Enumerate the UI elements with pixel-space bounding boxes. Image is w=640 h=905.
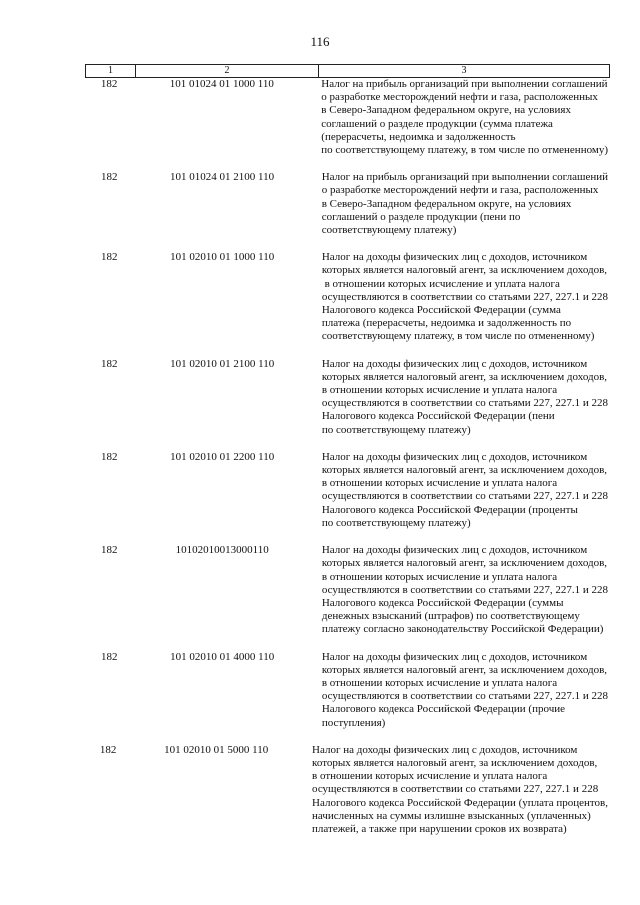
description-line: Налог на доходы физических лиц с доходов, источником [321, 450, 588, 463]
description-line: платежу согласно законодательству Российской Федерации) [321, 623, 604, 636]
description-line: Налогового кодекса Российской Федерации (сумма [321, 304, 561, 317]
description-cell [311, 251, 608, 343]
table-header [85, 64, 610, 78]
admin-code-cell: 182 [100, 171, 118, 184]
description-line: которых является налоговый агент, за исключением доходов, [321, 464, 608, 477]
description-line: Налогового кодекса Российской Федерации (пени [321, 410, 555, 423]
description-line: в Северо-Западном федеральном округе, на условиях [321, 197, 572, 210]
table-row [85, 358, 608, 437]
admin-code-cell: 182 [100, 78, 118, 90]
description-cell [311, 171, 608, 237]
table-row [85, 171, 608, 237]
description-line: Налог на доходы физических лиц с доходов, источником [312, 743, 578, 756]
budget-code-cell: 10102010013000110 [175, 544, 269, 557]
table-body [85, 78, 608, 850]
description-cell [311, 358, 608, 437]
description-line: по соответствующему платежу) [321, 423, 471, 436]
page-number: 116 [310, 34, 330, 49]
description-line: которых является налоговый агент, за исключением доходов, [321, 370, 608, 383]
description-line: которых является налоговый агент, за исключением доходов, [321, 264, 608, 277]
description-line: о разработке месторождений нефти и газа, расположенных [321, 91, 598, 104]
description-line: Налог на доходы физических лиц с доходов, источником [321, 251, 588, 264]
description-line: которых является налоговый агент, за исключением доходов, [321, 557, 608, 570]
description-line: в отношении которых исчисление и уплата налога [321, 676, 558, 689]
description-cell [311, 651, 608, 730]
description-line: Налогового кодекса Российской Федерации (прочие [321, 703, 565, 716]
description-line: осуществляются в соответствии со статьями 227, 227.1 и 228 [321, 397, 608, 410]
budget-code-cell: 101 01024 01 2100 110 [170, 171, 275, 184]
description-cell [310, 78, 608, 157]
description-line: о разработке месторождений нефти и газа, расположенных [321, 184, 599, 197]
budget-code-cell: 101 02010 01 5000 110 [164, 743, 269, 756]
description-line: денежных взысканий (штрафов) по соответствующему [321, 610, 580, 623]
description-line: осуществляются в соответствии со статьями 227, 227.1 и 228 [321, 490, 608, 503]
table-row [85, 78, 608, 157]
description-line: осуществляются в соответствии со статьями 227, 227.1 и 228 [321, 690, 608, 703]
description-line: в отношении которых исчисление и уплата налога [321, 277, 560, 290]
description-line: в отношении которых исчисление и уплата налога [321, 570, 558, 583]
description-line: соглашений о разделе продукции (сумма платежа [321, 117, 553, 130]
description-line: Налог на прибыль организаций при выполнении соглашений [321, 78, 608, 90]
table-row [85, 744, 608, 836]
description-line: осуществляются в соответствии со статьями 227, 227.1 и 228 [321, 583, 608, 596]
column-header-3: 3 [461, 65, 467, 76]
budget-code-cell: 101 02010 01 2200 110 [170, 450, 275, 463]
column-header-2: 2 [136, 65, 319, 77]
description-line: поступления) [321, 716, 386, 729]
description-line: соглашений о разделе продукции (пени по [321, 210, 521, 223]
admin-code-cell: 182 [100, 251, 118, 264]
column-header-1: 1 [86, 65, 136, 77]
admin-code-cell: 182 [100, 450, 118, 463]
description-line: в отношении которых исчисление и уплата налога [312, 770, 548, 783]
admin-code-cell: 182 [100, 650, 118, 663]
description-cell [301, 744, 608, 836]
budget-code-cell: 101 02010 01 1000 110 [170, 251, 275, 264]
description-line: Налог на доходы физических лиц с доходов, источником [321, 650, 588, 663]
description-line: осуществляются в соответствии со статьями 227, 227.1 и 228 [321, 290, 608, 303]
admin-code-cell: 182 [100, 357, 118, 370]
description-line: по соответствующему платежу, в том числе по отмененному) [321, 144, 608, 157]
description-line: Налог на доходы физических лиц с доходов, источником [321, 357, 588, 370]
description-line: соответствующему платежу, в том числе по отмененному) [321, 330, 595, 343]
description-line: Налогового кодекса Российской Федерации (суммы [321, 596, 564, 609]
description-cell [311, 451, 608, 530]
description-line: (перерасчеты, недоимка и задолженность [321, 130, 516, 143]
table-row [85, 251, 608, 343]
table-row [85, 651, 608, 730]
description-line: которых является налоговый агент, за исключением доходов, [321, 663, 608, 676]
table-row [85, 451, 608, 530]
description-line: Налог на доходы физических лиц с доходов, источником [321, 544, 588, 557]
description-line: по соответствующему платежу) [321, 516, 471, 529]
description-line: Налогового кодекса Российской Федерации (проценты [321, 503, 578, 516]
description-cell [311, 544, 608, 636]
description-line: Налогового кодекса Российской Федерации (уплата процентов, [312, 796, 608, 809]
admin-code-cell: 182 [99, 743, 117, 756]
description-line: соответствующему платежу) [321, 224, 457, 237]
budget-code-cell: 101 02010 01 4000 110 [170, 650, 275, 663]
budget-code-cell: 101 02010 01 2100 110 [170, 357, 275, 370]
table-row [85, 544, 608, 636]
description-line: в Северо-Западном федеральном округе, на условиях [321, 104, 571, 117]
description-line: которых является налоговый агент, за исключением доходов, [312, 756, 598, 769]
description-line: платежа (перерасчеты, недоимка и задолженность по [321, 317, 572, 330]
description-line: осуществляются в соответствии со статьями 227, 227.1 и 228 [312, 783, 599, 796]
description-line: Налог на прибыль организаций при выполнении соглашений [321, 171, 608, 184]
description-line: платежей, а также при нарушении сроков их возврата) [312, 822, 567, 835]
description-line: начисленных на суммы излишне взысканных (уплаченных) [312, 809, 591, 822]
admin-code-cell: 182 [100, 544, 118, 557]
budget-code-cell: 101 01024 01 1000 110 [169, 78, 274, 90]
description-line: в отношении которых исчисление и уплата налога [321, 384, 558, 397]
description-line: в отношении которых исчисление и уплата налога [321, 477, 558, 490]
